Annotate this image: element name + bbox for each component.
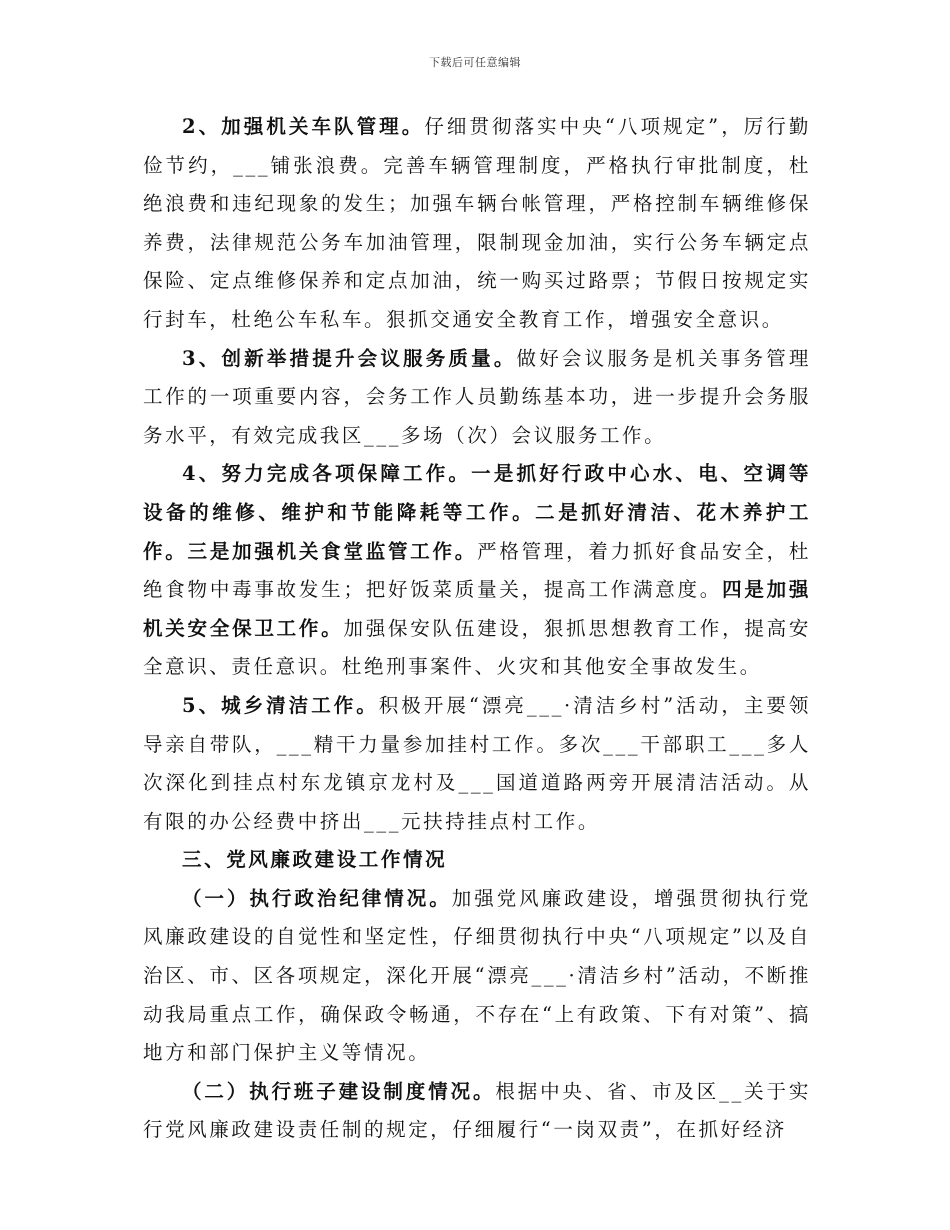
header-note: 下载后可任意编辑 [429, 56, 521, 69]
paragraph-heading: 5、城乡清洁工作。 [182, 693, 379, 717]
paragraph-urban-rural-cleaning [143, 687, 811, 841]
paragraph-team-building [143, 1073, 811, 1150]
paragraph-text: 仔细贯彻落实中央“八项规定”，厉行勤俭节约，___铺张浪费。完善车辆管理制度，严格执行审批制度，杜绝浪费和违纪现象的发生；加强车辆台帐管理，严格控制车辆维修保养费，法律规范公务车加油管理，限制现金加油，实行公务车辆定点保险、定点维修保养和定点加油，统一购买过路票；节假日按规定实行封车，杜绝公车私车。狠抓交通安全教育工作，增强安全意识。 [143, 115, 811, 331]
paragraph-heading: 2、加强机关车队管理。 [182, 115, 425, 138]
paragraph-text: 根据中央、省、市及区__关于实行党风廉政建设责任制的规定，仔细履行“一岗双责”，在抓好经济 [143, 1079, 811, 1142]
document-body [143, 108, 811, 1150]
paragraph-political-discipline [143, 880, 811, 1073]
section-heading: 三、党风廉政建设工作情况 [182, 848, 448, 872]
paragraph-vehicle-management [143, 108, 811, 340]
paragraph-text: 积极开展“漂亮___·清洁乡村”活动，主要领导亲自带队，___精干力量参加挂村工作。多次___干部职工___多人次深化到挂点村东龙镇京龙村及___国道道路两旁开展清洁活动。从有限的办公经费中挤出___元扶持挂点村工作。 [143, 693, 811, 833]
paragraph-heading: （二）执行班子建设制度情况。 [182, 1079, 496, 1103]
paragraph-meeting-service [143, 340, 811, 456]
paragraph-heading: （一）执行政治纪律情况。 [182, 886, 452, 910]
section-heading-party-conduct [143, 841, 811, 880]
paragraph-subheading: 四是加强机关安全保卫工作。 [143, 578, 811, 640]
paragraph-heading: 3、创新举措提升会议服务质量。 [182, 346, 517, 370]
paragraph-text: 严格管理，着力抓好食品安全，杜绝食物中毒事故发生；把好饭菜质量关，提高工作满意度。 [143, 539, 811, 602]
paragraph-text: 做好会议服务是机关事务管理工作的一项重要内容，会务工作人员勤练基本功，进一步提升会务服务水平，有效完成我区___多场（次）会议服务工作。 [143, 346, 811, 447]
paragraph-text: 加强党风廉政建设，增强贯彻执行党风廉政建设的自觉性和坚定性，仔细贯彻执行中央“八项规定”以及自治区、市、区各项规定，深化开展“漂亮___·清洁乡村”活动，不断推动我局重点工作，确保政令畅通，不存在“上有政策、下有对策”、搞地方和部门保护主义等情况。 [143, 886, 811, 1065]
paragraph-heading: 4、努力完成各项保障工作。一是抓好行政中心水、电、空调等设备的维修、维护和节能降耗等工作。二是抓好清洁、花木养护工作。三是加强机关食堂监管工作。 [143, 462, 811, 563]
paragraph-support-work [143, 455, 811, 687]
paragraph-text: 加强保安队伍建设，狠抓思想教育工作，提高安全意识、责任意识。杜绝刑事案件、火灾和其他安全事故发生。 [143, 616, 811, 679]
